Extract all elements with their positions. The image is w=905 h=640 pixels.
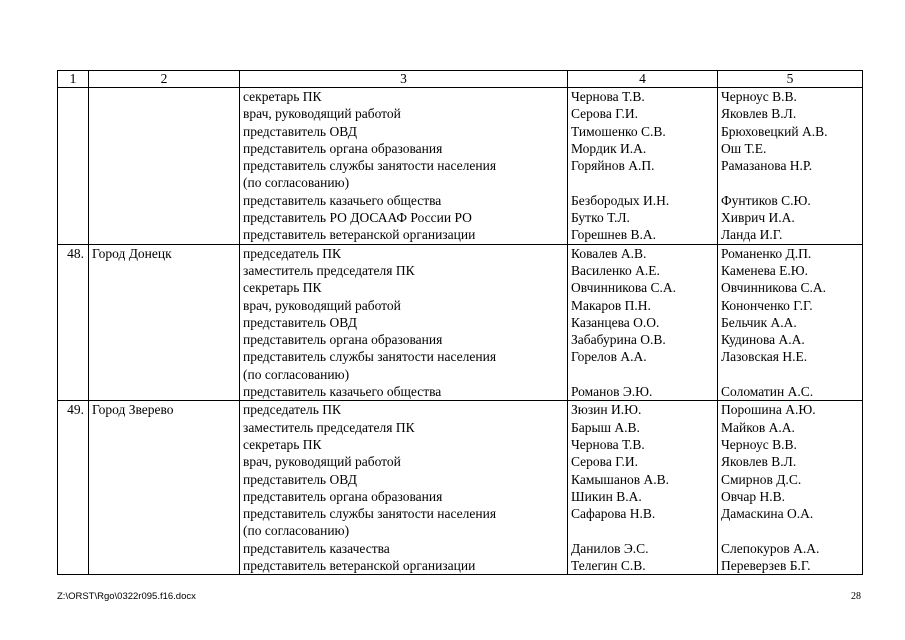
role-line: врач, руководящий работой (243, 297, 401, 313)
role-line: представитель казачества (243, 540, 390, 556)
table-body (58, 88, 863, 575)
municipality-name: Город Донецк (89, 244, 240, 401)
role-line: заместитель председателя ПК (243, 419, 415, 435)
reserve-name: Романенко Д.П. (721, 245, 812, 261)
member-name: Сафарова Н.В. (571, 506, 656, 522)
role-line: представитель казачьего общества (243, 192, 442, 208)
header-col-1: 1 (58, 71, 89, 88)
table-header (58, 71, 863, 88)
member-name: Василенко А.Е. (571, 262, 660, 278)
role-line: председатель ПК (243, 245, 342, 261)
role-line: председатель ПК (243, 402, 342, 418)
row-number (58, 88, 89, 245)
member-cell (568, 401, 718, 575)
member-name: Макаров П.Н. (571, 297, 651, 313)
reserve-name: Лазовская Н.Е. (721, 349, 808, 365)
reserve-name (721, 174, 859, 191)
header-col-2: 2 (89, 71, 240, 88)
reserve-name: Соломатин А.С. (721, 384, 814, 400)
role-line: заместитель председателя ПК (243, 262, 415, 278)
reserve-name: Фунтиков С.Ю. (721, 192, 811, 208)
role-line: (по согласованию) (243, 366, 350, 382)
reserve-name: Овчар Н.В. (721, 488, 786, 504)
member-name: Барыш А.В. (571, 419, 640, 435)
role-line: представитель ветеранской организации (243, 558, 476, 574)
reserve-name: Майков А.А. (721, 419, 795, 435)
table-row (58, 244, 863, 401)
member-name: Чернова Т.В. (571, 89, 645, 104)
reserve-name: Дамаскина О.А. (721, 506, 814, 522)
reserve-name: Ланда И.Г. (721, 227, 783, 243)
member-name: Шикин В.А. (571, 488, 642, 504)
member-name: Бутко Т.Л. (571, 210, 630, 226)
reserve-name: Кононченко Г.Г. (721, 297, 813, 313)
reserve-name: Хиврич И.А. (721, 210, 795, 226)
role-cell (240, 401, 568, 575)
reserve-name: Ош Т.Е. (721, 140, 767, 156)
reserve-name: Рамазанова Н.Р. (721, 158, 813, 174)
reserve-cell (718, 401, 863, 575)
municipality-name: Город Зверево (89, 401, 240, 575)
member-name: Зюзин И.Ю. (571, 402, 642, 418)
role-line: представитель службы занятости населения (243, 158, 497, 174)
reserve-name: Бельчик А.А. (721, 314, 797, 330)
member-cell (568, 88, 718, 245)
role-line: представитель ОВД (243, 471, 357, 487)
role-line: секретарь ПК (243, 280, 322, 296)
reserve-name: Порошина А.Ю. (721, 402, 816, 418)
member-name: Романов Э.Ю. (571, 384, 653, 400)
member-name: Данилов Э.С. (571, 540, 649, 556)
reserve-name: Черноус В.В. (721, 436, 797, 452)
reserve-name: Брюховецкий А.В. (721, 123, 828, 139)
commission-table (57, 70, 863, 575)
role-line: представитель органа образования (243, 140, 443, 156)
table-row (58, 401, 863, 575)
reserve-name: Овчинникова С.А. (721, 280, 826, 296)
role-line: представитель казачьего общества (243, 384, 442, 400)
member-name (571, 522, 714, 539)
member-name: Забабурина О.В. (571, 332, 666, 348)
footer-file-path: Z:\ORST\Rgo\0322r095.f16.docx (57, 591, 196, 602)
role-line: секретарь ПК (243, 436, 322, 452)
member-name: Мордик И.А. (571, 140, 647, 156)
member-cell (568, 244, 718, 401)
reserve-name (721, 522, 859, 539)
member-name: Серова Г.И. (571, 106, 639, 122)
member-name: Телегин С.В. (571, 558, 646, 574)
reserve-name: Яковлев В.Л. (721, 106, 797, 122)
member-name: Серова Г.И. (571, 454, 639, 470)
role-line: представитель ОВД (243, 314, 357, 330)
member-name: Горешнев В.А. (571, 227, 656, 243)
reserve-name: Смирнов Д.С. (721, 471, 802, 487)
role-line: врач, руководящий работой (243, 106, 401, 122)
header-row (58, 71, 863, 88)
member-name: Казанцева О.О. (571, 314, 660, 330)
member-name: Овчинникова С.А. (571, 280, 676, 296)
reserve-cell (718, 244, 863, 401)
reserve-name: Кудинова А.А. (721, 332, 805, 348)
member-name: Безбородых И.Н. (571, 192, 670, 208)
role-line: представитель ОВД (243, 123, 357, 139)
member-name: Горелов А.А. (571, 349, 647, 365)
reserve-name: Слепокуров А.А. (721, 540, 820, 556)
member-name: Чернова Т.В. (571, 436, 645, 452)
member-name: Горяйнов А.П. (571, 158, 655, 174)
role-line: представитель ветеранской организации (243, 227, 476, 243)
reserve-name: Черноус В.В. (721, 89, 797, 104)
footer-page-number: 28 (851, 591, 861, 602)
role-line: представитель РО ДОСААФ России РО (243, 210, 472, 226)
role-line: (по согласованию) (243, 175, 350, 191)
member-name (571, 174, 714, 191)
table-row (58, 88, 863, 245)
reserve-name: Переверзев Б.Г. (721, 558, 811, 574)
header-col-4: 4 (568, 71, 718, 88)
member-name (571, 366, 714, 383)
role-line: (по согласованию) (243, 523, 350, 539)
header-col-5: 5 (718, 71, 863, 88)
municipality-name (89, 88, 240, 245)
reserve-cell (718, 88, 863, 245)
reserve-name (721, 366, 859, 383)
member-name: Камышанов А.В. (571, 471, 670, 487)
role-line: представитель органа образования (243, 488, 443, 504)
role-cell (240, 244, 568, 401)
reserve-name: Каменева Е.Ю. (721, 262, 809, 278)
header-col-3: 3 (240, 71, 568, 88)
role-line: представитель органа образования (243, 332, 443, 348)
role-line: представитель службы занятости населения (243, 506, 497, 522)
role-line: врач, руководящий работой (243, 454, 401, 470)
member-name: Ковалев А.В. (571, 245, 647, 261)
role-line: представитель службы занятости населения (243, 349, 497, 365)
row-number: 48. (58, 244, 89, 401)
member-name: Тимошенко С.В. (571, 123, 666, 139)
reserve-name: Яковлев В.Л. (721, 454, 797, 470)
row-number: 49. (58, 401, 89, 575)
role-line: секретарь ПК (243, 89, 322, 104)
role-cell (240, 88, 568, 245)
